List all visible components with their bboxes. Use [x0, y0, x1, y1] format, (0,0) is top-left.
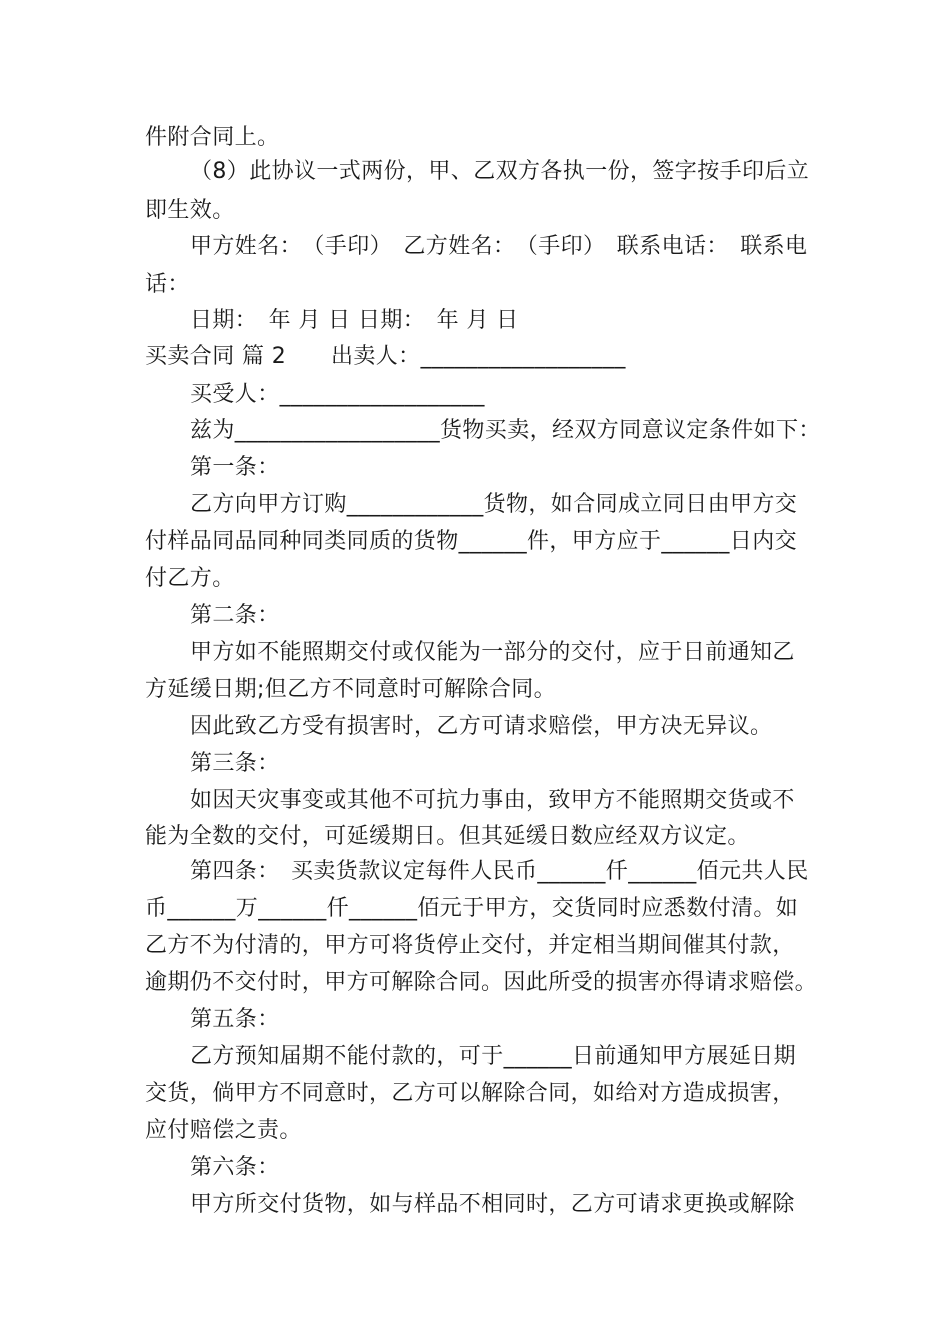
text-line: 甲方姓名： （手印） 乙方姓名： （手印） 联系电话： 联系电 [190, 234, 808, 259]
text-line: 付样品同品同种同类同质的货物______件，甲方应于______日内交 [145, 529, 798, 554]
clause-heading: 第五条： [190, 1007, 280, 1032]
text-line: （8）此协议一式两份，甲、乙双方各执一份，签字按手印后立 [190, 159, 810, 184]
text-line: 第四条： 买卖货款议定每件人民币______仟______佰元共人民 [190, 859, 809, 884]
text-line: 乙方预知届期不能付款的，可于______日前通知甲方展延日期 [190, 1044, 797, 1069]
clause-heading: 第六条： [190, 1155, 280, 1180]
text-line: 话： [145, 272, 190, 297]
text-line: 逾期仍不交付时，甲方可解除合同。因此所受的损害亦得请求赔偿。 [145, 970, 818, 995]
clause-heading: 第三条： [190, 751, 280, 776]
text-line: 币______万______仟______佰元于甲方，交货同时应悉数付清。如 [145, 896, 799, 921]
text-line: 乙方不为付清的，甲方可将货停止交付，并定相当期间催其付款， [145, 933, 795, 958]
clause-heading: 第二条： [190, 603, 280, 628]
text-line: 付乙方。 [145, 566, 235, 591]
text-line: 买受人：__________________ [190, 382, 485, 407]
text-line: 因此致乙方受有损害时，乙方可请求赔偿，甲方决无异议。 [190, 714, 773, 739]
text-line: 兹为__________________货物买卖，经双方同意议定条件如下： [190, 418, 821, 443]
text-line: 件附合同上。 [145, 125, 280, 150]
text-line: 日期： 年 月 日 日期： 年 月 日 [190, 308, 519, 333]
clause-heading: 第一条： [190, 455, 280, 480]
text-line: 甲方所交付货物，如与样品不相同时，乙方可请求更换或解除 [190, 1192, 795, 1217]
text-line: 如因天灾事变或其他不可抗力事由，致甲方不能照期交货或不 [190, 788, 795, 813]
text-line: 交货，倘甲方不同意时，乙方可以解除合同，如给对方造成损害， [145, 1081, 795, 1106]
section-heading: 买卖合同 篇 2 出卖人：__________________ [145, 344, 626, 369]
text-line: 即生效。 [145, 198, 235, 223]
text-line: 甲方如不能照期交付或仅能为一部分的交付，应于日前通知乙 [190, 640, 795, 665]
text-line: 方延缓日期;但乙方不同意时可解除合同。 [145, 677, 557, 702]
text-line: 应付赔偿之责。 [145, 1118, 302, 1143]
text-line: 乙方向甲方订购____________货物，如合同成立同日由甲方交 [190, 492, 798, 517]
text-line: 能为全数的交付，可延缓期日。但其延缓日数应经双方议定。 [145, 824, 750, 849]
